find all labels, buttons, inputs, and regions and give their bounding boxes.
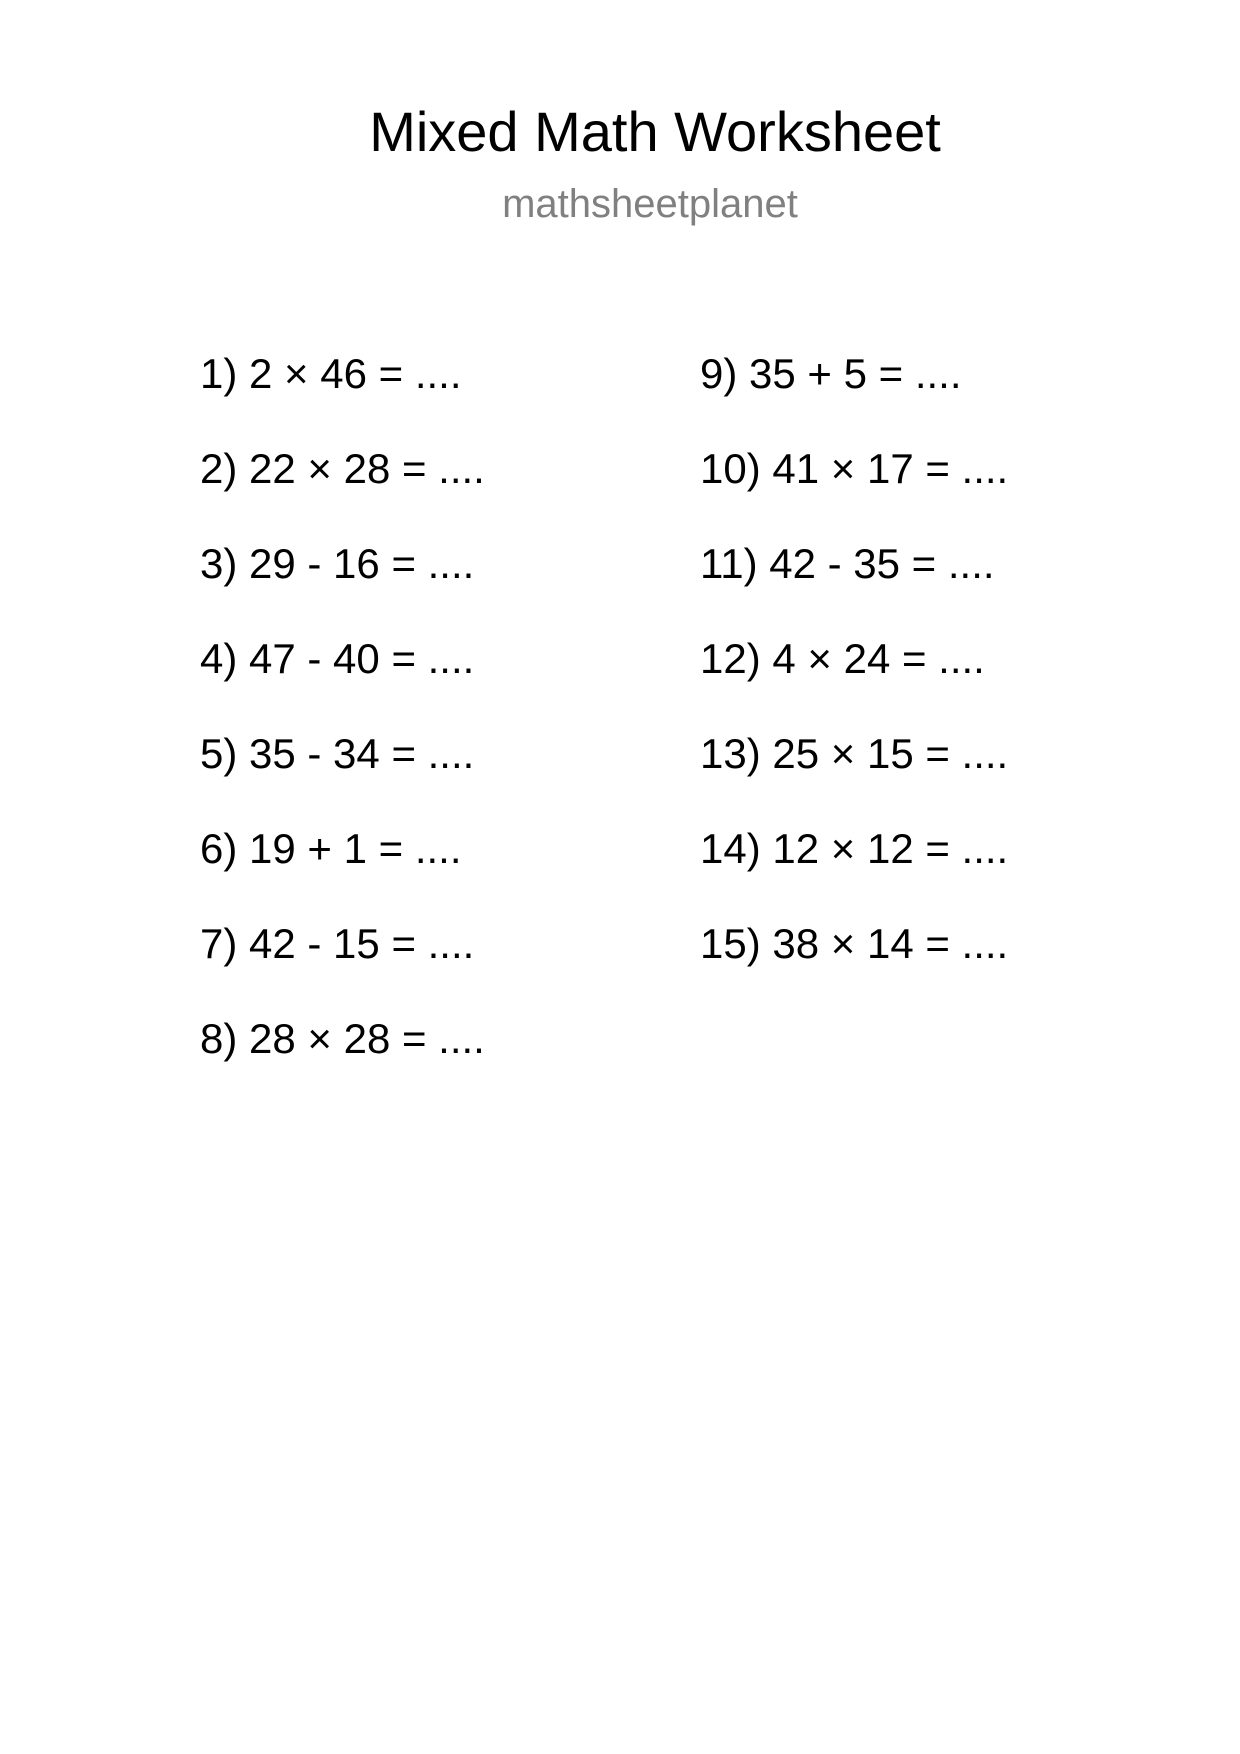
page-title: Mixed Math Worksheet <box>369 100 941 163</box>
page-subtitle: mathsheetplanet <box>502 182 798 226</box>
problem-item: 2) 22 × 28 = .... <box>200 445 485 492</box>
problem-item: 1) 2 × 46 = .... <box>200 350 462 397</box>
problem-item: 11) 42 - 35 = .... <box>700 540 995 587</box>
problem-item: 7) 42 - 15 = .... <box>200 920 475 967</box>
problem-item: 15) 38 × 14 = .... <box>700 920 1009 967</box>
problem-item: 3) 29 - 16 = .... <box>200 540 475 587</box>
problem-column-left <box>200 350 680 1110</box>
problem-item: 12) 4 × 24 = .... <box>700 635 985 682</box>
problem-item: 13) 25 × 15 = .... <box>700 730 1009 777</box>
problem-item: 5) 35 - 34 = .... <box>200 730 475 777</box>
problem-item: 8) 28 × 28 = .... <box>200 1015 485 1062</box>
problem-item: 4) 47 - 40 = .... <box>200 635 475 682</box>
problem-item: 6) 19 + 1 = .... <box>200 825 462 872</box>
problem-item: 10) 41 × 17 = .... <box>700 445 1009 492</box>
problem-column-right <box>700 350 1180 1015</box>
problem-item: 14) 12 × 12 = .... <box>700 825 1009 872</box>
problem-item: 9) 35 + 5 = .... <box>700 350 962 397</box>
